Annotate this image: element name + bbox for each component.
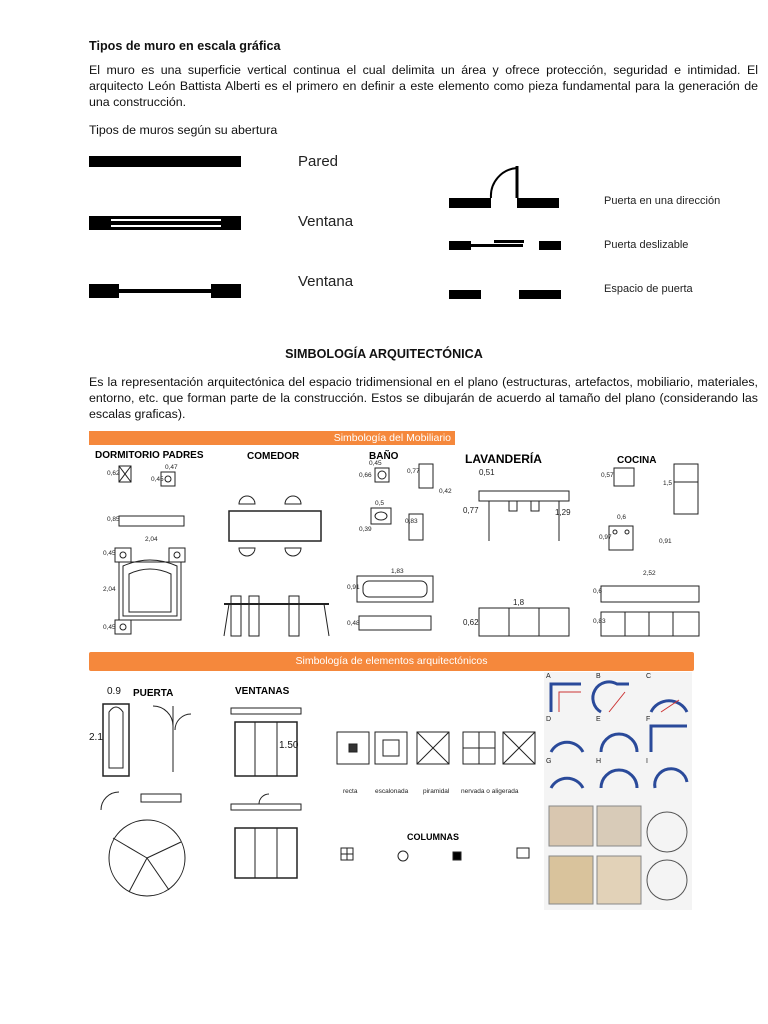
dim-label: 0,91 bbox=[347, 584, 360, 591]
dim-label: 0,47 bbox=[165, 464, 178, 471]
stair-letter-i: I bbox=[646, 758, 648, 765]
wall-paragraph: El muro es una superficie vertical continua el cual delimita un área y ofrece protección, seguridad e intimidad. El arquitecto León Battista Alberti es el primero en definir a este elemento como pieza fundamental para la generación de una construcción. bbox=[89, 63, 758, 109]
dim-label: 0,51 bbox=[479, 468, 495, 477]
col-type-recta: recta bbox=[343, 788, 358, 795]
dim-label: 0,42 bbox=[439, 488, 452, 495]
dim-label: 0,57 bbox=[601, 472, 614, 479]
dim-label: 0,45 bbox=[151, 476, 164, 483]
dim-label: 2,52 bbox=[643, 570, 656, 577]
col-type-nervada: nervada o aligerada bbox=[461, 788, 519, 795]
wall-subtitle: Tipos de muros según su abertura bbox=[89, 123, 278, 137]
col-type-piramidal: piramidal bbox=[423, 788, 450, 795]
ventana-dim: 1.50 bbox=[279, 740, 299, 751]
dim-label: 1,5 bbox=[663, 480, 673, 487]
dim-label: 0,39 bbox=[359, 526, 372, 533]
elements-figure bbox=[89, 672, 701, 912]
dim-label: 0,48 bbox=[347, 620, 360, 627]
label-lavanderia: LAVANDERÍA bbox=[465, 452, 542, 466]
dim-label: 0,83 bbox=[593, 618, 606, 625]
wall-types-figure bbox=[89, 146, 758, 316]
furniture-banner: Simbología del Mobiliario bbox=[89, 431, 455, 445]
dim-label: 1,83 bbox=[391, 568, 404, 575]
col-type-escalonada: escalonada bbox=[375, 788, 409, 795]
stair-letter-e: E bbox=[596, 716, 601, 723]
puerta-dim-vertical: 2.1 bbox=[89, 732, 103, 743]
label-ventana-1: Ventana bbox=[298, 213, 354, 230]
label-puerta: PUERTA bbox=[133, 688, 174, 699]
section-title-wall-types: Tipos de muro en escala gráfica bbox=[89, 39, 281, 53]
dim-label: 0,5 bbox=[375, 500, 385, 507]
stair-letter-a: A bbox=[546, 673, 551, 680]
label-puerta-deslizable: Puerta deslizable bbox=[604, 239, 689, 251]
label-cocina: COCINA bbox=[617, 455, 657, 466]
dim-label: 0,6 bbox=[617, 514, 627, 521]
puerta-dim: 0.9 bbox=[107, 686, 121, 697]
dim-label: 0,85 bbox=[107, 516, 120, 523]
dim-label: 0,62 bbox=[463, 618, 479, 627]
dim-label: 1,8 bbox=[513, 598, 525, 607]
simbologia-paragraph: Es la representación arquitectónica del espacio tridimensional en el plano (estructuras, artefactos, mobiliario, materiales, entorno, etc. que forman parte de la construcción. Estos se dibujarán de acuerdo al tamaño del plano (considerando las escalas graficas). bbox=[89, 375, 758, 421]
label-pared: Pared bbox=[298, 153, 339, 170]
stair-letter-b: B bbox=[596, 673, 601, 680]
dim-label: 0,62 bbox=[107, 470, 120, 477]
dim-label: 0,77 bbox=[463, 506, 479, 515]
label-bano: BAÑO bbox=[369, 451, 399, 462]
label-espacio-puerta: Espacio de puerta bbox=[604, 283, 693, 295]
dim-label: 2,04 bbox=[145, 536, 158, 543]
stair-letter-c: C bbox=[646, 673, 652, 680]
dim-label: 2,04 bbox=[103, 586, 116, 593]
furniture-figure bbox=[89, 446, 701, 642]
section-title-simbologia: SIMBOLOGÍA ARQUITECTÓNICA bbox=[285, 347, 483, 361]
elements-banner: Simbología de elementos arquitectónicos bbox=[89, 652, 694, 671]
dim-label: 1,29 bbox=[555, 508, 571, 517]
dim-label: 0,45 bbox=[103, 624, 116, 631]
dim-label: 0,66 bbox=[359, 472, 372, 479]
dim-label: 0,97 bbox=[599, 534, 612, 541]
label-ventanas: VENTANAS bbox=[235, 686, 290, 697]
label-ventana-2: Ventana bbox=[298, 273, 354, 290]
dim-label: 0,77 bbox=[407, 468, 420, 475]
dim-label: 0,6 bbox=[593, 588, 603, 595]
label-comedor: COMEDOR bbox=[247, 451, 300, 462]
stair-letter-h: H bbox=[596, 758, 602, 765]
dim-label: 0,91 bbox=[659, 538, 672, 545]
label-puerta-direccion: Puerta en una dirección bbox=[604, 195, 721, 207]
dim-label: 0,83 bbox=[405, 518, 418, 525]
stair-letter-f: F bbox=[646, 716, 651, 723]
stair-letter-g: G bbox=[546, 758, 552, 765]
dim-label: 0,45 bbox=[369, 460, 382, 467]
label-columnas: COLUMNAS bbox=[407, 832, 459, 842]
dim-label: 0,45 bbox=[103, 550, 116, 557]
stair-letter-d: D bbox=[546, 716, 552, 723]
label-dormitorio: DORMITORIO PADRES bbox=[95, 450, 204, 461]
elements-drawing bbox=[89, 672, 701, 912]
